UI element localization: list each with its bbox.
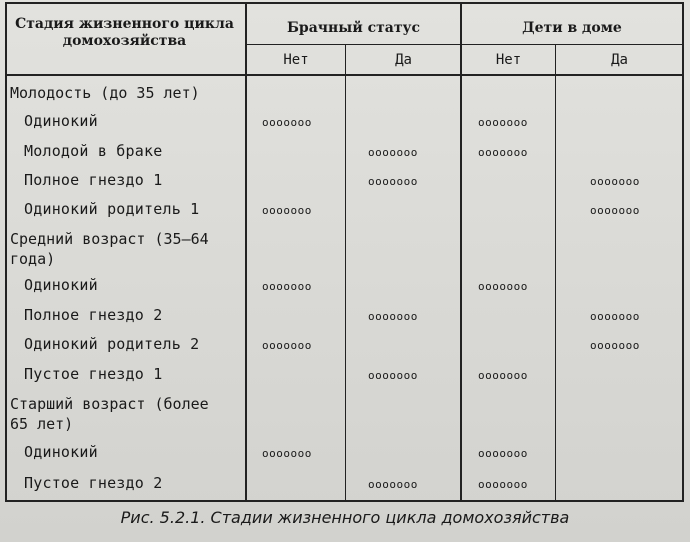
mark-marital-yes: ооооооо: [368, 175, 418, 188]
mark-children-no: ооооооо: [478, 369, 528, 382]
header-group-divider: [245, 44, 684, 45]
row-label: Полное гнездо 2: [24, 306, 163, 324]
table-top-border: [5, 2, 684, 4]
mark-marital-no: ооооооо: [262, 116, 312, 129]
header-marital-yes: Да: [395, 52, 412, 68]
mark-children-no: ооооооо: [478, 280, 528, 293]
header-marital-status: Брачный статус: [286, 20, 421, 36]
children-subcolumn-divider: [555, 44, 556, 502]
mark-children-no: ооооооо: [478, 146, 528, 159]
mark-marital-no: ооооооо: [262, 447, 312, 460]
row-label: Пустое гнездо 1: [24, 365, 163, 383]
header-stage-label: Стадия жизненного цикла домохозяйства: [15, 16, 234, 49]
stage-column-divider: [245, 2, 247, 502]
mark-marital-yes: ооооооо: [368, 310, 418, 323]
row-label: Молодой в браке: [24, 142, 163, 160]
mark-children-no: ооооооо: [478, 116, 528, 129]
mark-marital-yes: ооооооо: [368, 369, 418, 382]
mark-children-yes: ооооооо: [590, 310, 640, 323]
figure-caption: Рис. 5.2.1. Стадии жизненного цикла домохозяйства: [120, 508, 570, 527]
header-children-at-home: Дети в доме: [522, 20, 622, 36]
mark-marital-yes: ооооооо: [368, 146, 418, 159]
section-middle-age-title: Средний возраст (35–64 года): [10, 230, 209, 268]
header-children-yes: Да: [611, 52, 628, 68]
header-children-no: Нет: [495, 52, 522, 68]
mark-children-yes: ооооооо: [590, 204, 640, 217]
row-label: Одинокий: [24, 276, 98, 294]
table-right-border: [682, 2, 684, 502]
table-left-border: [5, 2, 7, 502]
mark-marital-yes: ооооооо: [368, 478, 418, 491]
mark-marital-no: ооооооо: [262, 204, 312, 217]
header-marital-no: Нет: [283, 52, 309, 68]
row-label: Полное гнездо 1: [24, 171, 163, 189]
section-youth-title: Молодость (до 35 лет): [10, 84, 200, 102]
mark-children-yes: ооооооо: [590, 339, 640, 352]
mark-children-yes: ооооооо: [590, 175, 640, 188]
mark-marital-no: ооооооо: [262, 280, 312, 293]
mark-children-no: ооооооо: [478, 478, 528, 491]
marital-subcolumn-divider: [345, 44, 346, 502]
row-label: Одинокий: [24, 112, 98, 130]
row-label: Пустое гнездо 2: [24, 474, 163, 492]
row-label: Одинокий родитель 1: [24, 200, 200, 218]
row-label: Одинокий родитель 2: [24, 335, 200, 353]
mark-children-no: ооооооо: [478, 447, 528, 460]
mark-marital-no: ооооооо: [262, 339, 312, 352]
section-senior-title: Старший возраст (более 65 лет): [10, 395, 209, 433]
row-label: Одинокий: [24, 443, 98, 461]
group-column-divider: [460, 2, 462, 502]
